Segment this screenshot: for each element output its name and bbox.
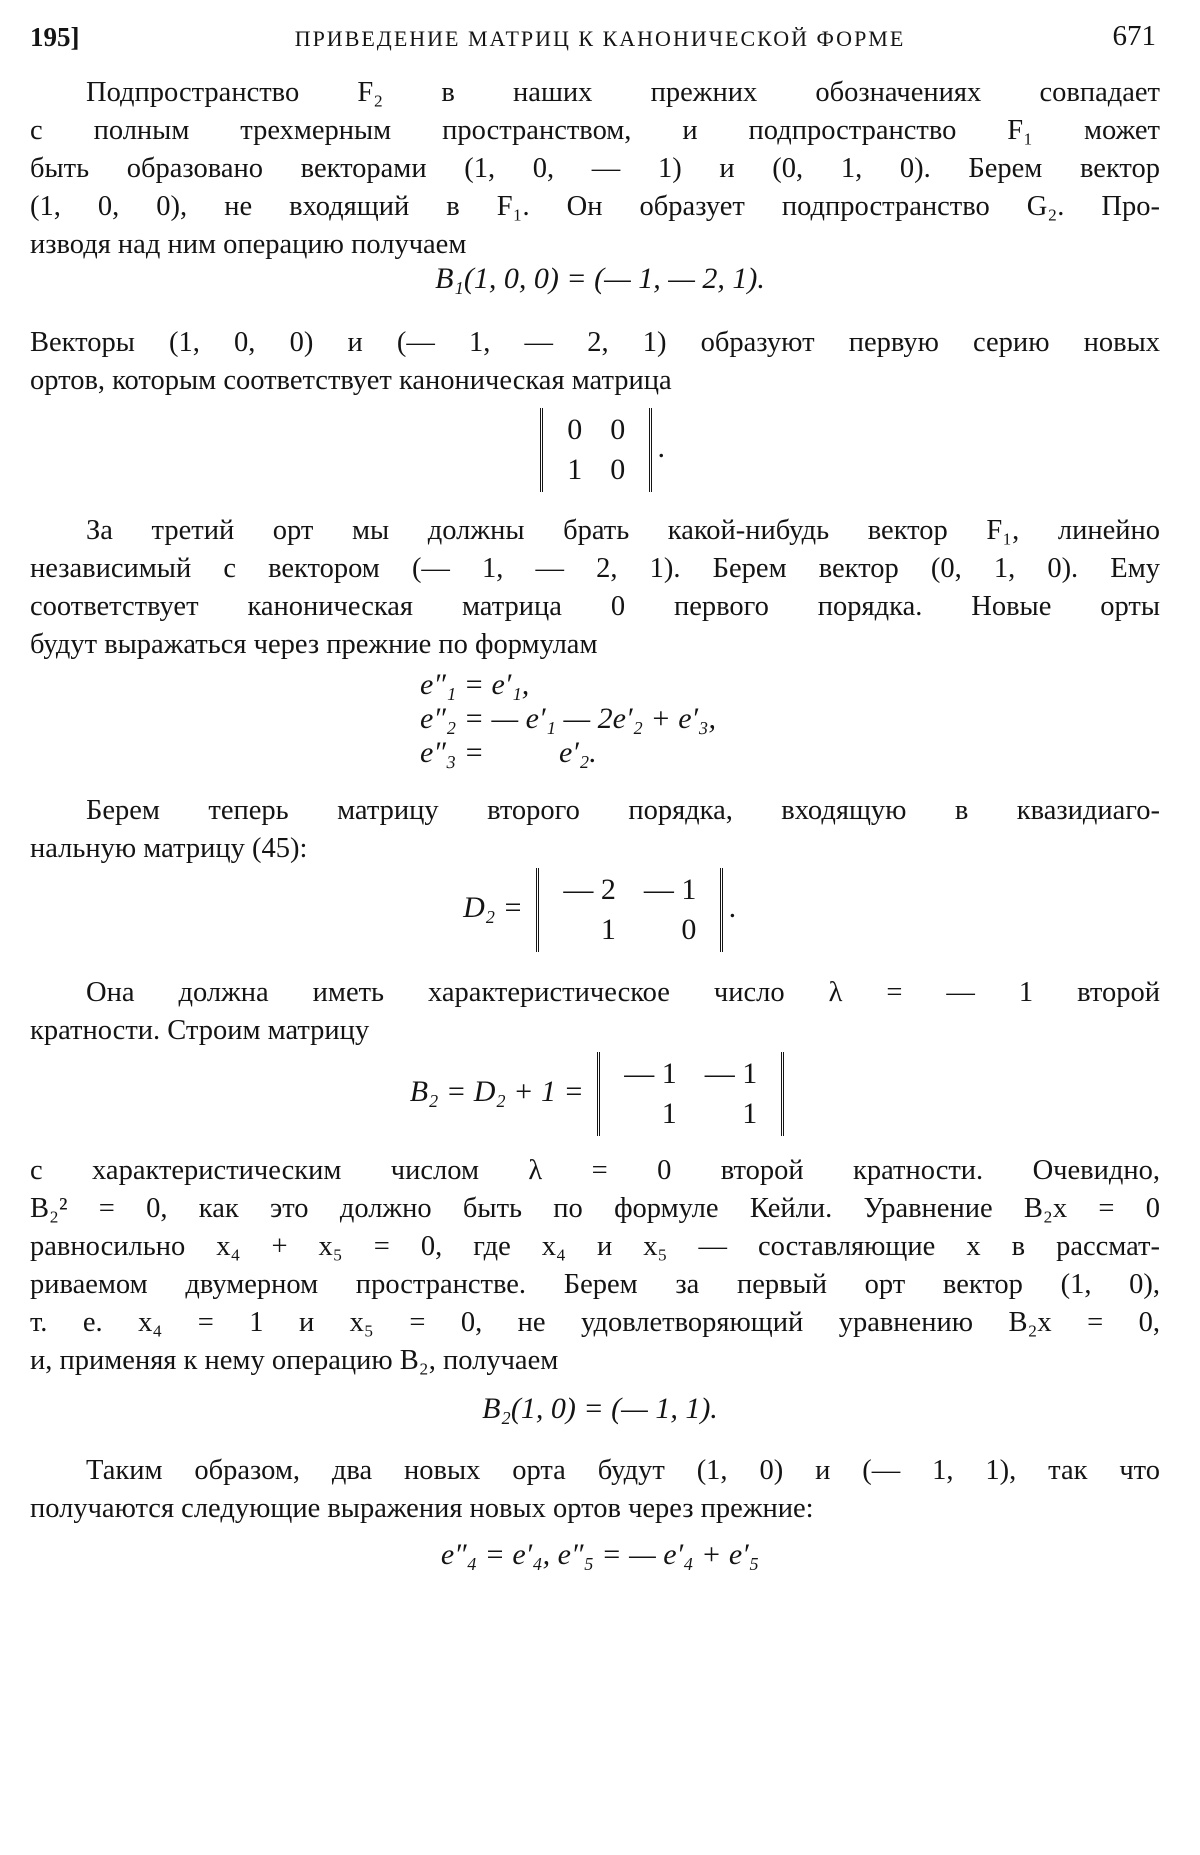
text-line: Берем теперь матрицу второго порядка, входящую в квазидиаго- — [86, 795, 1160, 826]
text-line: быть образовано векторами (1, 0, — 1) и (0, 1, 0). Берем вектор — [30, 153, 1160, 184]
matrix-cell: 1 — [567, 453, 583, 486]
text-line: Подпространство F₂ в наших прежних обозначениях совпадает — [86, 77, 1160, 108]
running-title: ПРИВЕДЕНИЕ МАТРИЦ К КАНОНИЧЕСКОЙ ФОРМЕ — [294, 26, 906, 51]
matrix-cell: — 1 — [624, 1057, 677, 1090]
text-line: За третий орт мы должны брать какой-нибудь вектор F₁, линейно — [86, 515, 1160, 546]
text-line: с характеристическим числом λ = 0 второй кратности. Очевидно, — [30, 1155, 1160, 1186]
formula-b1: B₁(1, 0, 0) = (— 1, — 2, 1). — [435, 262, 765, 295]
formula-last: e″₄ = e′₄, e″₅ = — e′₄ + e′₅ — [440, 1538, 760, 1571]
paragraph-char-number — [30, 974, 1160, 1050]
text-line: кратности. Строим матрицу — [30, 1015, 370, 1046]
paragraph-cayley — [30, 1152, 1160, 1380]
equation-system — [420, 668, 716, 770]
matrix-cell: 1 — [661, 1097, 677, 1130]
text-line: равносильно x₄ + x₅ = 0, где x₄ и x₅ — составляющие x в рассмат- — [30, 1231, 1160, 1262]
formula-b2 — [0, 1052, 1200, 1136]
text-line: независимый с вектором (— 1, — 2, 1). Берем вектор (0, 1, 0). Ему — [30, 553, 1160, 584]
matrix — [597, 1052, 784, 1136]
matrix-cell: — 2 — [563, 873, 616, 906]
paragraph-first-series — [30, 324, 1160, 400]
formula-label: D₂ = — [463, 890, 523, 924]
paragraph-second-order — [30, 792, 1160, 868]
text-line: нальную матрицу (45): — [30, 833, 308, 864]
paragraph-third-ort — [30, 512, 1160, 664]
text-line: B₂² = 0, как это должно быть по формуле Кейли. Уравнение B₂x = 0 — [30, 1193, 1160, 1224]
formula-b2-apply: B₂(1, 0) = (— 1, 1). — [482, 1392, 718, 1425]
text-line: т. е. x₄ = 1 и x₅ = 0, не удовлетворяющий уравнению B₂x = 0, — [30, 1307, 1160, 1338]
matrix-cell: — 1 — [643, 873, 697, 906]
page-number: 671 — [1112, 20, 1156, 52]
text-line: соответствует каноническая матрица 0 первого порядка. Новые орты — [30, 591, 1160, 622]
formula-label: B₂ = D₂ + 1 = — [409, 1074, 584, 1108]
text-line: Векторы (1, 0, 0) и (— 1, — 2, 1) образуют первую серию новых — [30, 327, 1160, 358]
formula-d2: D₂ = — 2 — 1 1 0 . — [0, 868, 1200, 952]
equation-line: e″₂ = — e′₁ — 2e′₂ + e′₃, — [420, 702, 717, 735]
text-line: ортов, которым соответствует каноническая матрица — [30, 365, 672, 396]
matrix-cell: 0 — [610, 453, 626, 486]
text-line: Она должна иметь характеристическое число λ = — 1 второй — [86, 977, 1160, 1008]
text-line: будут выражаться через прежние по формулам — [30, 629, 598, 660]
matrix-cell: 1 — [742, 1097, 758, 1130]
text-line: Таким образом, два новых орта будут (1, 0) и (— 1, 1), так что — [86, 1455, 1160, 1486]
matrix — [536, 868, 723, 952]
canonical-matrix: 0 0 1 0 . — [0, 408, 1200, 492]
matrix-cell: — 1 — [704, 1057, 758, 1090]
paragraph-new-orts — [30, 1452, 1160, 1528]
equation-line: e″₁ = e′₁, — [420, 668, 530, 701]
section-number: 195] — [30, 22, 80, 52]
paragraph-subspace — [30, 74, 1160, 264]
text-line: и, применяя к нему операцию B₂, получаем — [30, 1345, 559, 1376]
text-line: получаются следующие выражения новых ортов через прежние: — [30, 1493, 814, 1524]
matrix-cell: 0 — [681, 913, 697, 946]
matrix-cell: 0 — [610, 413, 626, 446]
text-line: изводя над ним операцию получаем — [30, 229, 467, 260]
text-line: (1, 0, 0), не входящий в F₁. Он образует подпространство G₂. Про- — [30, 191, 1160, 222]
matrix-cell: 1 — [600, 913, 616, 946]
equation-line: e″₃ = e′₂. — [420, 736, 597, 769]
matrix-cell: 0 — [567, 413, 583, 446]
text-line: риваемом двумерном пространстве. Берем за первый орт вектор (1, 0), — [30, 1269, 1160, 1300]
matrix — [540, 408, 652, 492]
text-line: с полным трехмерным пространством, и подпространство F₁ может — [30, 115, 1160, 146]
